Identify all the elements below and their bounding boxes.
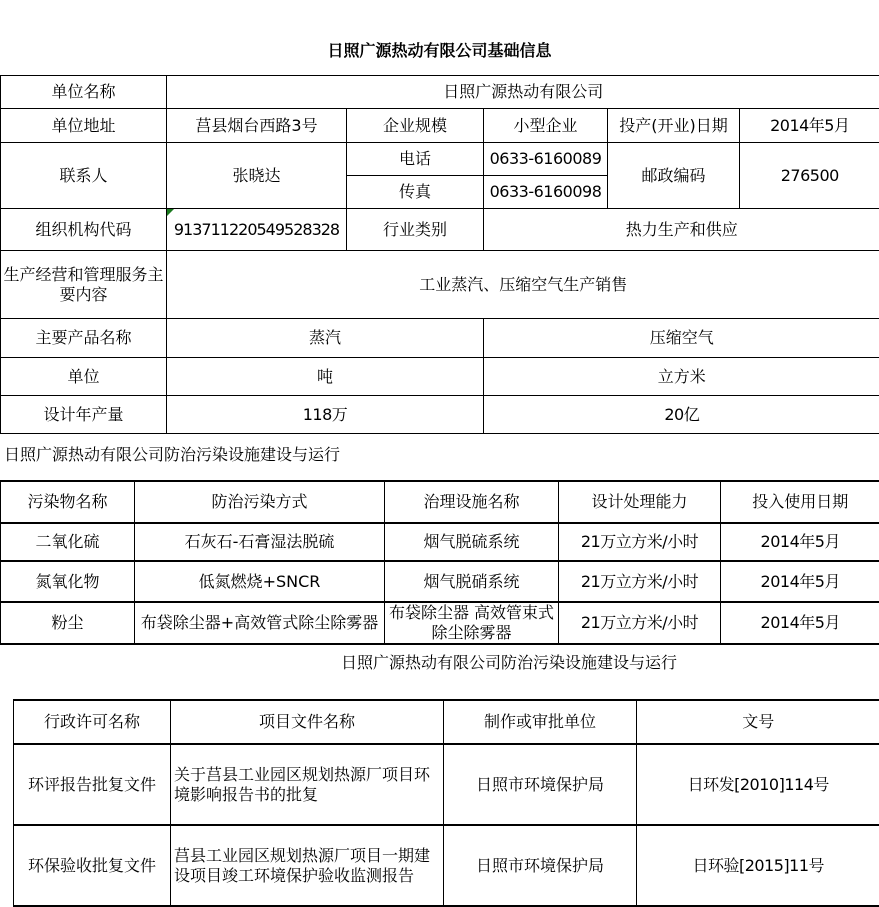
table-row <box>1 76 879 109</box>
unit-name-value: 日照广源热动有限公司 <box>167 76 879 109</box>
treatment-method: 布袋除尘器+高效管式除尘除雾器 <box>135 602 385 644</box>
table-row <box>1 251 879 319</box>
table-row <box>1 109 879 143</box>
table-header-row <box>1 481 879 523</box>
design-capacity: 21万立方米/小时 <box>559 561 721 602</box>
col-header-permit-name: 行政许可名称 <box>14 700 171 744</box>
col-header-document-name: 项目文件名称 <box>171 700 444 744</box>
permit-name: 环保验收批复文件 <box>14 825 171 906</box>
table-row <box>1 143 879 176</box>
treatment-method: 石灰石-石膏湿法脱硫 <box>135 523 385 561</box>
product-air: 压缩空气 <box>484 319 879 358</box>
fax-label: 传真 <box>347 176 484 209</box>
basic-info-table <box>0 75 879 434</box>
facility-name: 布袋除尘器 高效管束式除尘除雾器 <box>385 602 559 644</box>
unit-air: 立方米 <box>484 358 879 396</box>
product-steam: 蒸汽 <box>167 319 484 358</box>
col-header-service-date: 投入使用日期 <box>721 481 879 523</box>
pollutant-name: 氮氧化物 <box>1 561 135 602</box>
table-row <box>1 602 879 644</box>
facility-name: 烟气脱硝系统 <box>385 561 559 602</box>
service-date: 2014年5月 <box>721 561 879 602</box>
table-row <box>14 744 879 825</box>
document-number: 日环验[2015]11号 <box>637 825 879 906</box>
pollution-facilities-table <box>0 480 879 645</box>
design-capacity: 21万立方米/小时 <box>559 602 721 644</box>
col-header-method: 防治污染方式 <box>135 481 385 523</box>
capacity-steam: 118万 <box>167 396 484 434</box>
products-label: 主要产品名称 <box>1 319 167 358</box>
industry-label: 行业类别 <box>347 209 484 251</box>
industry-value: 热力生产和供应 <box>484 209 879 251</box>
permit-name: 环评报告批复文件 <box>14 744 171 825</box>
unit-steam: 吨 <box>167 358 484 396</box>
scale-value: 小型企业 <box>484 109 608 143</box>
contact-label: 联系人 <box>1 143 167 209</box>
unit-label: 单位 <box>1 358 167 396</box>
service-value: 工业蒸汽、压缩空气生产销售 <box>167 251 879 319</box>
org-code-text: 913711220549528328 <box>173 219 340 239</box>
org-code-value <box>167 209 347 251</box>
col-header-pollutant: 污染物名称 <box>1 481 135 523</box>
fax-value: 0633-6160098 <box>484 176 608 209</box>
page-title: 日照广源热动有限公司基础信息 <box>327 41 552 60</box>
excel-error-triangle-icon <box>167 209 174 216</box>
table-row <box>1 319 879 358</box>
table-row <box>1 358 879 396</box>
col-header-document-number: 文号 <box>637 700 879 744</box>
address-label: 单位地址 <box>1 109 167 143</box>
col-header-issuing-authority: 制作或审批单位 <box>444 700 637 744</box>
postal-label: 邮政编码 <box>608 143 740 209</box>
table-row <box>14 825 879 906</box>
document-name: 关于莒县工业园区规划热源厂项目环境影响报告书的批复 <box>171 744 444 825</box>
address-value: 莒县烟台西路3号 <box>167 109 347 143</box>
phone-value: 0633-6160089 <box>484 143 608 176</box>
table-row <box>1 209 879 251</box>
document-name: 莒县工业园区规划热源厂项目一期建设项目竣工环境保护验收监测报告 <box>171 825 444 906</box>
service-date: 2014年5月 <box>721 523 879 561</box>
service-date: 2014年5月 <box>721 602 879 644</box>
issuing-authority: 日照市环境保护局 <box>444 825 637 906</box>
phone-label: 电话 <box>347 143 484 176</box>
start-date-label: 投产(开业)日期 <box>608 109 740 143</box>
unit-name-label: 单位名称 <box>1 76 167 109</box>
scale-label: 企业规模 <box>347 109 484 143</box>
contact-value: 张晓达 <box>167 143 347 209</box>
permits-table <box>13 699 879 907</box>
table-row <box>1 523 879 561</box>
design-capacity: 21万立方米/小时 <box>559 523 721 561</box>
col-header-capacity: 设计处理能力 <box>559 481 721 523</box>
facility-name: 烟气脱硫系统 <box>385 523 559 561</box>
org-code-label: 组织机构代码 <box>1 209 167 251</box>
col-header-facility: 治理设施名称 <box>385 481 559 523</box>
table-header-row <box>14 700 879 744</box>
treatment-method: 低氮燃烧+SNCR <box>135 561 385 602</box>
document-number: 日环发[2010]114号 <box>637 744 879 825</box>
section-title-permits: 日照广源热动有限公司防治污染设施建设与运行 <box>340 653 677 672</box>
table-row <box>1 561 879 602</box>
table-row <box>1 396 879 434</box>
pollutant-name: 二氧化硫 <box>1 523 135 561</box>
pollutant-name: 粉尘 <box>1 602 135 644</box>
capacity-label: 设计年产量 <box>1 396 167 434</box>
section-title-pollution: 日照广源热动有限公司防治污染设施建设与运行 <box>4 445 341 464</box>
postal-value: 276500 <box>740 143 879 209</box>
service-label: 生产经营和管理服务主要内容 <box>1 251 167 319</box>
start-date-value: 2014年5月 <box>740 109 879 143</box>
capacity-air: 20亿 <box>484 396 879 434</box>
issuing-authority: 日照市环境保护局 <box>444 744 637 825</box>
